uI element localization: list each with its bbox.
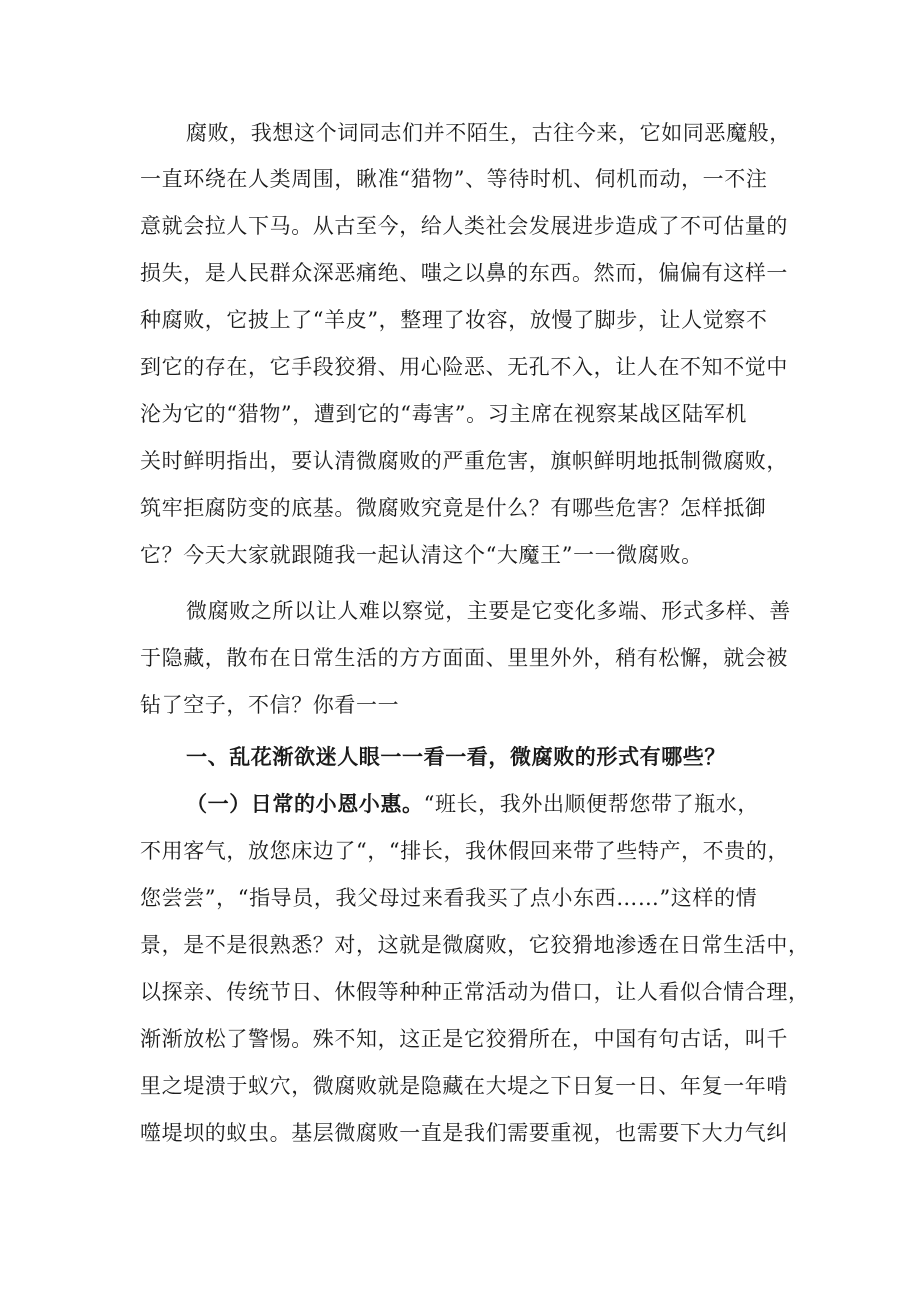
paragraph-line: 意就会拉人下马。从古至今，给人类社会发展进步造成了不可估量的	[140, 214, 788, 238]
paragraph-line: 您尝尝”，“指导员，我父母过来看我买了点小东西……”这样的情	[140, 886, 758, 910]
section-heading: 一、乱花渐欲迷人眼一一看一看，微腐败的形式有哪些？	[186, 744, 726, 769]
paragraph-line: 损失，是人民群众深恶痛绝、嗤之以鼻的东西。然而，偏偏有这样一	[140, 261, 788, 285]
paragraph-line: 微腐败之所以让人难以察觉，主要是它变化多端、形式多样、善	[186, 599, 791, 623]
paragraph-line: 里之堤溃于蚁穴，微腐败就是隐藏在大堤之下日复一日、年复一年啃	[140, 1074, 788, 1098]
paragraph-line: 腐败，我想这个词同志们并不陌生，古往今来，它如同恶魔般，	[186, 121, 791, 145]
paragraph-line: 沦为它的“猎物”，遭到它的“毒害”。习主席在视察某战区陆军机	[140, 402, 747, 426]
paragraph-line: 于隐藏，散布在日常生活的方方面面、里里外外，稍有松懈，就会被	[140, 646, 788, 670]
subheading: （一）日常的小恩小惠。	[186, 791, 424, 816]
paragraph-line: 以探亲、传统节日、休假等种种正常活动为借口，让人看似合情合理，	[140, 980, 810, 1004]
paragraph-line: 不用客气，放您床边了“，“排长，我休假回来带了些特产，不贵的，	[140, 839, 790, 863]
paragraph-line: 渐渐放松了警惕。殊不知，这正是它狡猾所在，中国有句古话，叫千	[140, 1027, 788, 1051]
paragraph-line: 钻了空子，不信？你看一一	[140, 693, 400, 717]
paragraph-line: 景，是不是很熟悉？对，这就是微腐败，它狡猾地渗透在日常生活中，	[140, 933, 810, 957]
paragraph-line: 噬堤坝的蚁虫。基层微腐败一直是我们需要重视，也需要下大力气纠	[140, 1121, 788, 1145]
paragraph-line: 筑牢拒腐防变的底基。微腐败究竟是什么？有哪些危害？怎样抵御	[140, 496, 767, 520]
paragraph-line: 种腐败，它披上了“羊皮”，整理了妆容，放慢了脚步，让人觉察不	[140, 308, 768, 332]
paragraph-line: 到它的存在，它手段狡猾、用心险恶、无孔不入，让人在不知不觉中	[140, 355, 788, 379]
paragraph-line: 关时鲜明指出，要认清微腐败的严重危害，旗帜鲜明地抵制微腐败，	[140, 449, 788, 473]
paragraph-first-line	[186, 789, 759, 819]
paragraph-line: 一直环绕在人类周围，瞅准“猎物”、等待时机、伺机而动，一不注	[140, 167, 768, 191]
paragraph-line: 它？今天大家就跟随我一起认清这个“大魔王”一一微腐败。	[140, 543, 703, 567]
paragraph-text: “班长，我外出顺便帮您带了瓶水，	[423, 792, 759, 816]
